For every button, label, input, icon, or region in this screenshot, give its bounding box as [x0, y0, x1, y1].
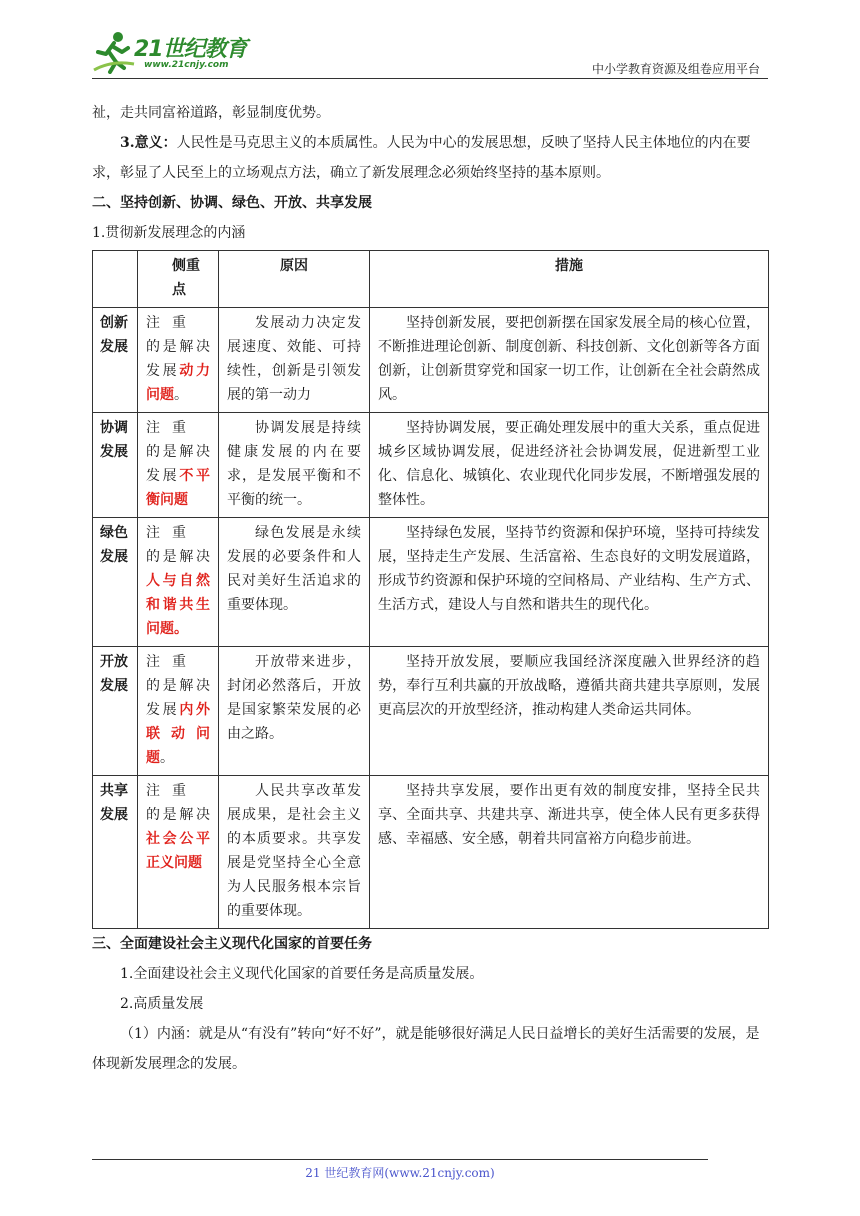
section-heading-3: 三、全面建设社会主义现代化国家的首要任务 — [92, 936, 372, 952]
row-name: 绿色发展 — [93, 518, 138, 647]
row-focus — [138, 518, 219, 647]
footer-link[interactable]: 21 世纪教育网(www.21cnjy.com) — [305, 1166, 495, 1180]
row-focus — [138, 308, 219, 413]
runner-icon — [92, 30, 136, 74]
significance-label: 3.意义： — [120, 135, 177, 151]
row-focus — [138, 776, 219, 929]
row-measure: 坚持开放发展，要顺应我国经济深度融入世界经济的趋势，奉行互利共赢的开放战略，遵循共商共建共享原则，发展更高层次的开放型经济，推动构建人类命运共同体。 — [370, 647, 769, 776]
focus-key: 社会公平正义问题 — [146, 831, 210, 871]
header-cell-measure: 措施 — [370, 251, 769, 308]
focus-key: 不平衡问题 — [146, 468, 211, 508]
section3-item-3: （1）内涵：就是从“有没有”转向“好不好”，就是能够很好满足人民日益增长的美好生活需要的发展，是体现新发展理念的发展。 — [92, 1026, 760, 1072]
focus-mid: 的是解决 — [146, 549, 210, 565]
focus-mid: 的是解决发展 — [146, 678, 210, 718]
row-name: 协调发展 — [93, 413, 138, 518]
row-reason: 人民共享改革发展成果，是社会主义的本质要求。共享发展是党坚持全心全意为人民服务根本宗旨的重要体现。 — [219, 776, 370, 929]
section-heading-2: 二、坚持创新、协调、绿色、开放、共享发展 — [92, 195, 372, 211]
table-row — [93, 647, 769, 776]
brand-logo[interactable] — [92, 30, 262, 74]
row-name: 创新发展 — [93, 308, 138, 413]
section3-item-2: 2.高质量发展 — [120, 996, 204, 1012]
subheading-1 — [92, 218, 768, 248]
subheading-text: 贯彻新发展理念的内涵 — [105, 225, 246, 241]
subheading-number: 1. — [92, 225, 106, 241]
row-reason: 协调发展是持续健康发展的内在要求，是发展平衡和不平衡的统一。 — [219, 413, 370, 518]
row-focus — [138, 413, 219, 518]
page-header — [92, 22, 768, 82]
focus-mid: 的是解决发展 — [146, 444, 210, 484]
row-measure: 坚持绿色发展，坚持节约资源和保护环境，坚持可持续发展，坚持走生产发展、生活富裕、生态良好的文明发展道路，形成节约资源和保护环境的空间格局、产业结构、生产方式、生活方式，建设人与自然和谐共生的现代化。 — [370, 518, 769, 647]
brand-name: 21世纪教育 — [134, 37, 247, 62]
focus-lead: 注重 — [146, 783, 198, 799]
focus-lead: 注重 — [146, 315, 198, 331]
table-row — [93, 308, 769, 413]
focus-lead: 注重 — [146, 420, 198, 436]
significance-text: 人民性是马克思主义的本质属性。人民为中心的发展思想，反映了坚持人民主体地位的内在要求，彰显了人民至上的立场观点方法，确立了新发展理念必须始终坚持的基本原则。 — [92, 135, 751, 181]
row-focus — [138, 647, 219, 776]
row-measure: 坚持共享发展，要作出更有效的制度安排，坚持全民共享、全面共享、共建共享、渐进共享，使全体人民有更多获得感、幸福感、安全感，朝着共同富裕方向稳步前进。 — [370, 776, 769, 929]
header-cell-focus: 侧重点 — [138, 251, 219, 308]
focus-end: 。 — [174, 387, 188, 403]
row-reason: 发展动力决定发展速度、效能、可持续性，创新是引领发展的第一动力 — [219, 308, 370, 413]
platform-title: 中小学教育资源及组卷应用平台 — [591, 62, 760, 76]
header-divider — [92, 78, 768, 79]
header-cell-reason: 原因 — [219, 251, 370, 308]
focus-key: 人与自然和谐共生问题。 — [146, 573, 210, 637]
section3-item-1: 1.全面建设社会主义现代化国家的首要任务是高质量发展。 — [120, 966, 484, 982]
new-development-concept-table — [92, 250, 769, 929]
row-measure: 坚持协调发展，要正确处理发展中的重大关系，重点促进城乡区域协调发展，促进经济社会协调发展，促进新型工业化、信息化、城镇化、农业现代化同步发展，不断增强发展的整体性。 — [370, 413, 769, 518]
focus-end: 。 — [160, 750, 174, 766]
focus-mid: 的是解决发展 — [146, 339, 210, 379]
table-row — [93, 518, 769, 647]
row-measure: 坚持创新发展，要把创新摆在国家发展全局的核心位置，不断推进理论创新、制度创新、科技创新、文化创新等各方面创新，让创新贯穿党和国家一切工作，让创新在全社会蔚然成风。 — [370, 308, 769, 413]
table-header-row — [93, 251, 769, 308]
brand-url: www.21cnjy.com — [144, 60, 229, 70]
row-reason: 开放带来进步，封闭必然落后，开放是国家繁荣发展的必由之路。 — [219, 647, 370, 776]
table-row — [93, 413, 769, 518]
focus-mid: 的是解决 — [146, 807, 210, 823]
row-name: 共享发展 — [93, 776, 138, 929]
document-body — [92, 98, 768, 1079]
focus-lead: 注重 — [146, 654, 198, 670]
row-name: 开放发展 — [93, 647, 138, 776]
header-cell-name — [93, 251, 138, 308]
footer-divider — [92, 1159, 708, 1160]
continuation-text: 祉，走共同富裕道路，彰显制度优势。 — [92, 105, 330, 121]
focus-key: 内外联动问题 — [146, 702, 211, 766]
significance-paragraph — [92, 128, 768, 188]
focus-lead: 注重 — [146, 525, 198, 541]
row-reason: 绿色发展是永续发展的必要条件和人民对美好生活追求的重要体现。 — [219, 518, 370, 647]
focus-key: 动力问题 — [146, 363, 211, 403]
table-row — [93, 776, 769, 929]
